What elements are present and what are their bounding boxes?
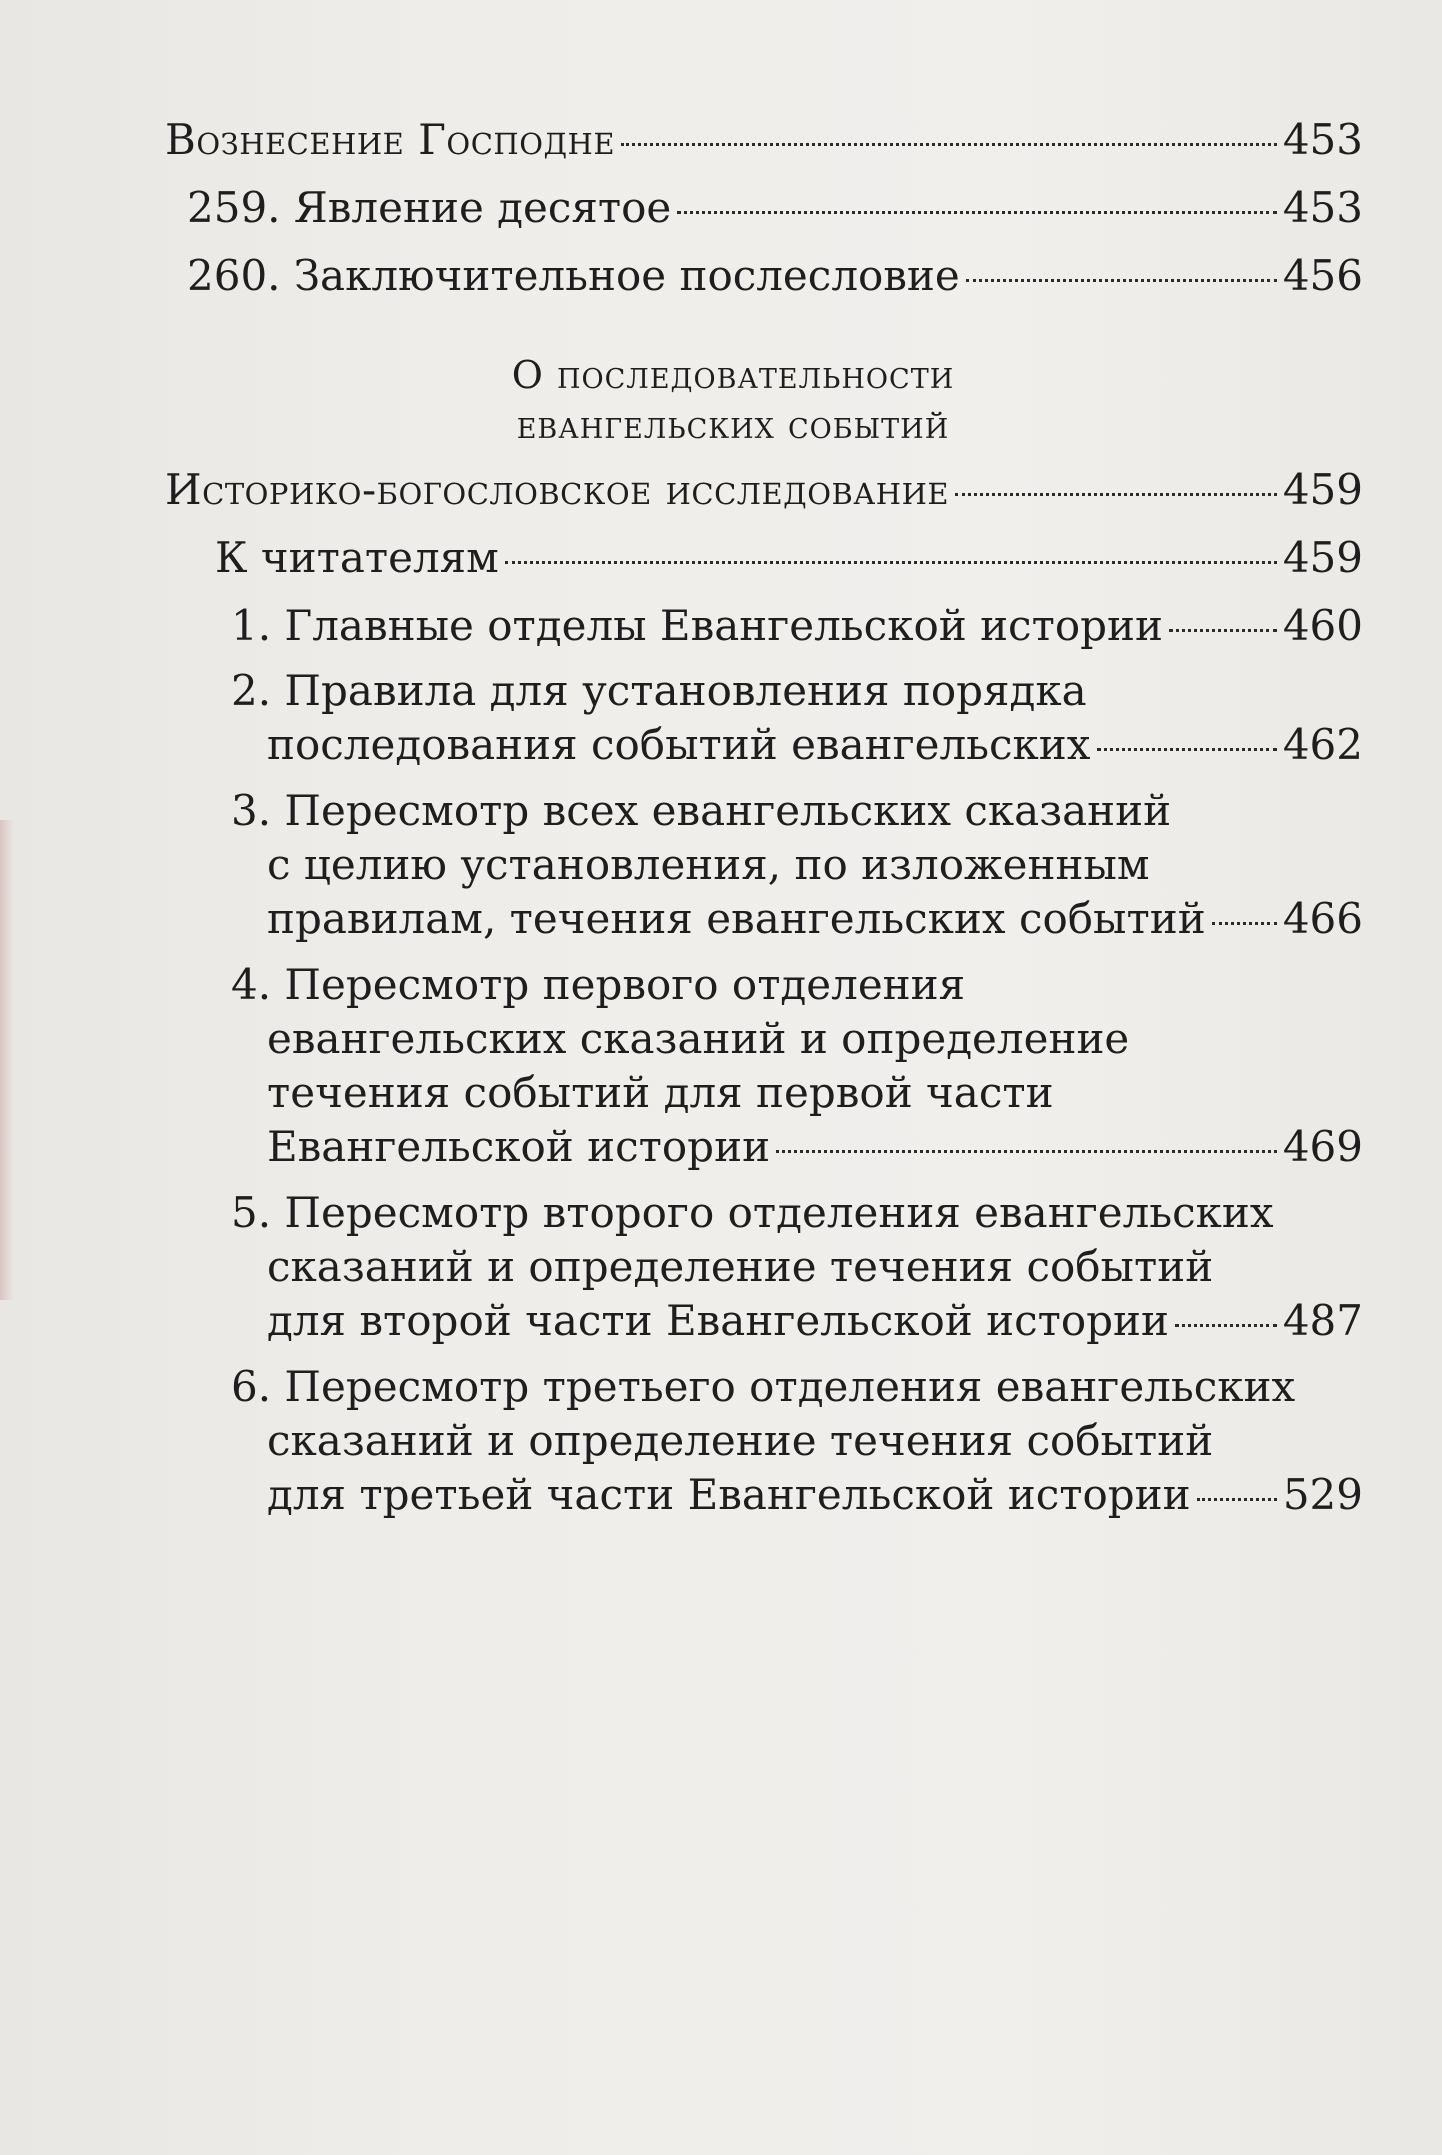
section-heading-line: евангельских событий (516, 403, 950, 447)
toc-entry-title-line: 3. Пересмотр всех евангельских сказаний (231, 786, 1172, 835)
toc-entry-title-line: для второй части Евангельской истории (267, 1296, 1170, 1345)
toc-entry-page: 456 (1282, 251, 1363, 300)
dot-leader (1175, 1324, 1277, 1327)
toc-entry-title-line: последования событий евангельских (267, 720, 1091, 769)
toc-entry-title-line: сказаний и определение течения событий (267, 1416, 1214, 1465)
page-edge-shadow (0, 820, 14, 1300)
dot-leader (966, 279, 1277, 282)
toc-entry-title-line: 6. Пересмотр третьего отделения евангельских (231, 1362, 1296, 1411)
dot-leader (1212, 922, 1277, 925)
dot-leader (1169, 629, 1277, 632)
dot-leader (505, 561, 1277, 564)
toc-entry-title: Вознесение Господне (165, 115, 615, 164)
toc-entry-title-line: правилам, течения евангельских событий (267, 894, 1206, 943)
toc-entry-page: 469 (1282, 1122, 1363, 1171)
toc-entry-ascension (165, 110, 1363, 170)
dot-leader (1097, 748, 1277, 751)
toc-entry-page: 487 (1282, 1296, 1363, 1345)
toc-entry-page: 459 (1282, 465, 1363, 514)
dot-leader (621, 143, 1277, 146)
dot-leader (1197, 1498, 1277, 1501)
toc-entry-title: К читателям (215, 533, 499, 582)
table-of-contents (163, 110, 1363, 1522)
toc-entry-259 (187, 178, 1363, 238)
toc-entry-page: 460 (1282, 601, 1363, 650)
toc-entry-last-line (267, 1120, 1363, 1174)
toc-entry-item-6 (231, 1360, 1363, 1522)
toc-entry-title: 1. Главные отделы Евангельской истории (231, 601, 1163, 650)
toc-entry-title-line: 5. Пересмотр второго отделения евангельских (231, 1188, 1274, 1237)
dot-leader (677, 211, 1277, 214)
toc-entry-last-line (267, 718, 1363, 772)
toc-entry-title-line: с целию установления, по изложенным (267, 840, 1150, 889)
toc-entry-title-line: для третьей части Евангельской истории (267, 1470, 1191, 1519)
toc-entry-page: 466 (1282, 894, 1363, 943)
toc-entry-item-3 (231, 784, 1363, 946)
toc-entry-item-4 (231, 958, 1363, 1174)
dot-leader (955, 493, 1277, 496)
toc-entry-title-line: сказаний и определение течения событий (267, 1242, 1214, 1291)
toc-entry-last-line (267, 892, 1363, 946)
toc-entry-last-line (267, 1468, 1363, 1522)
toc-entry-title-line: 4. Пересмотр первого отделения (231, 960, 966, 1009)
toc-entry-item-5 (231, 1186, 1363, 1348)
section-heading-line: О последовательности (511, 353, 955, 397)
toc-entry-page: 462 (1282, 720, 1363, 769)
toc-entry-title: Историко-богословское исследование (165, 465, 950, 514)
toc-entry-title-line: евангельских сказаний и определение (267, 1014, 1130, 1063)
toc-entry-item-2 (231, 664, 1363, 772)
toc-entry-page: 459 (1282, 533, 1363, 582)
dot-leader (776, 1150, 1277, 1153)
toc-entry-item-1 (231, 596, 1363, 656)
toc-entry-page: 453 (1282, 115, 1363, 164)
toc-entry-readers (215, 528, 1363, 588)
toc-entry-260 (187, 246, 1363, 306)
toc-entry-page: 529 (1282, 1470, 1363, 1519)
toc-entry-title-line: 2. Правила для установления порядка (231, 666, 1087, 715)
toc-entry-last-line (267, 1294, 1363, 1348)
toc-entry-title-line: течения событий для первой части (267, 1068, 1054, 1117)
section-heading (163, 350, 1363, 450)
toc-entry-title: 260. Заключительное послесловие (187, 251, 960, 300)
toc-entry-study (165, 460, 1363, 520)
toc-entry-page: 453 (1282, 183, 1363, 232)
toc-entry-title-line: Евангельской истории (267, 1122, 771, 1171)
toc-entry-title: 259. Явление десятое (187, 183, 672, 232)
